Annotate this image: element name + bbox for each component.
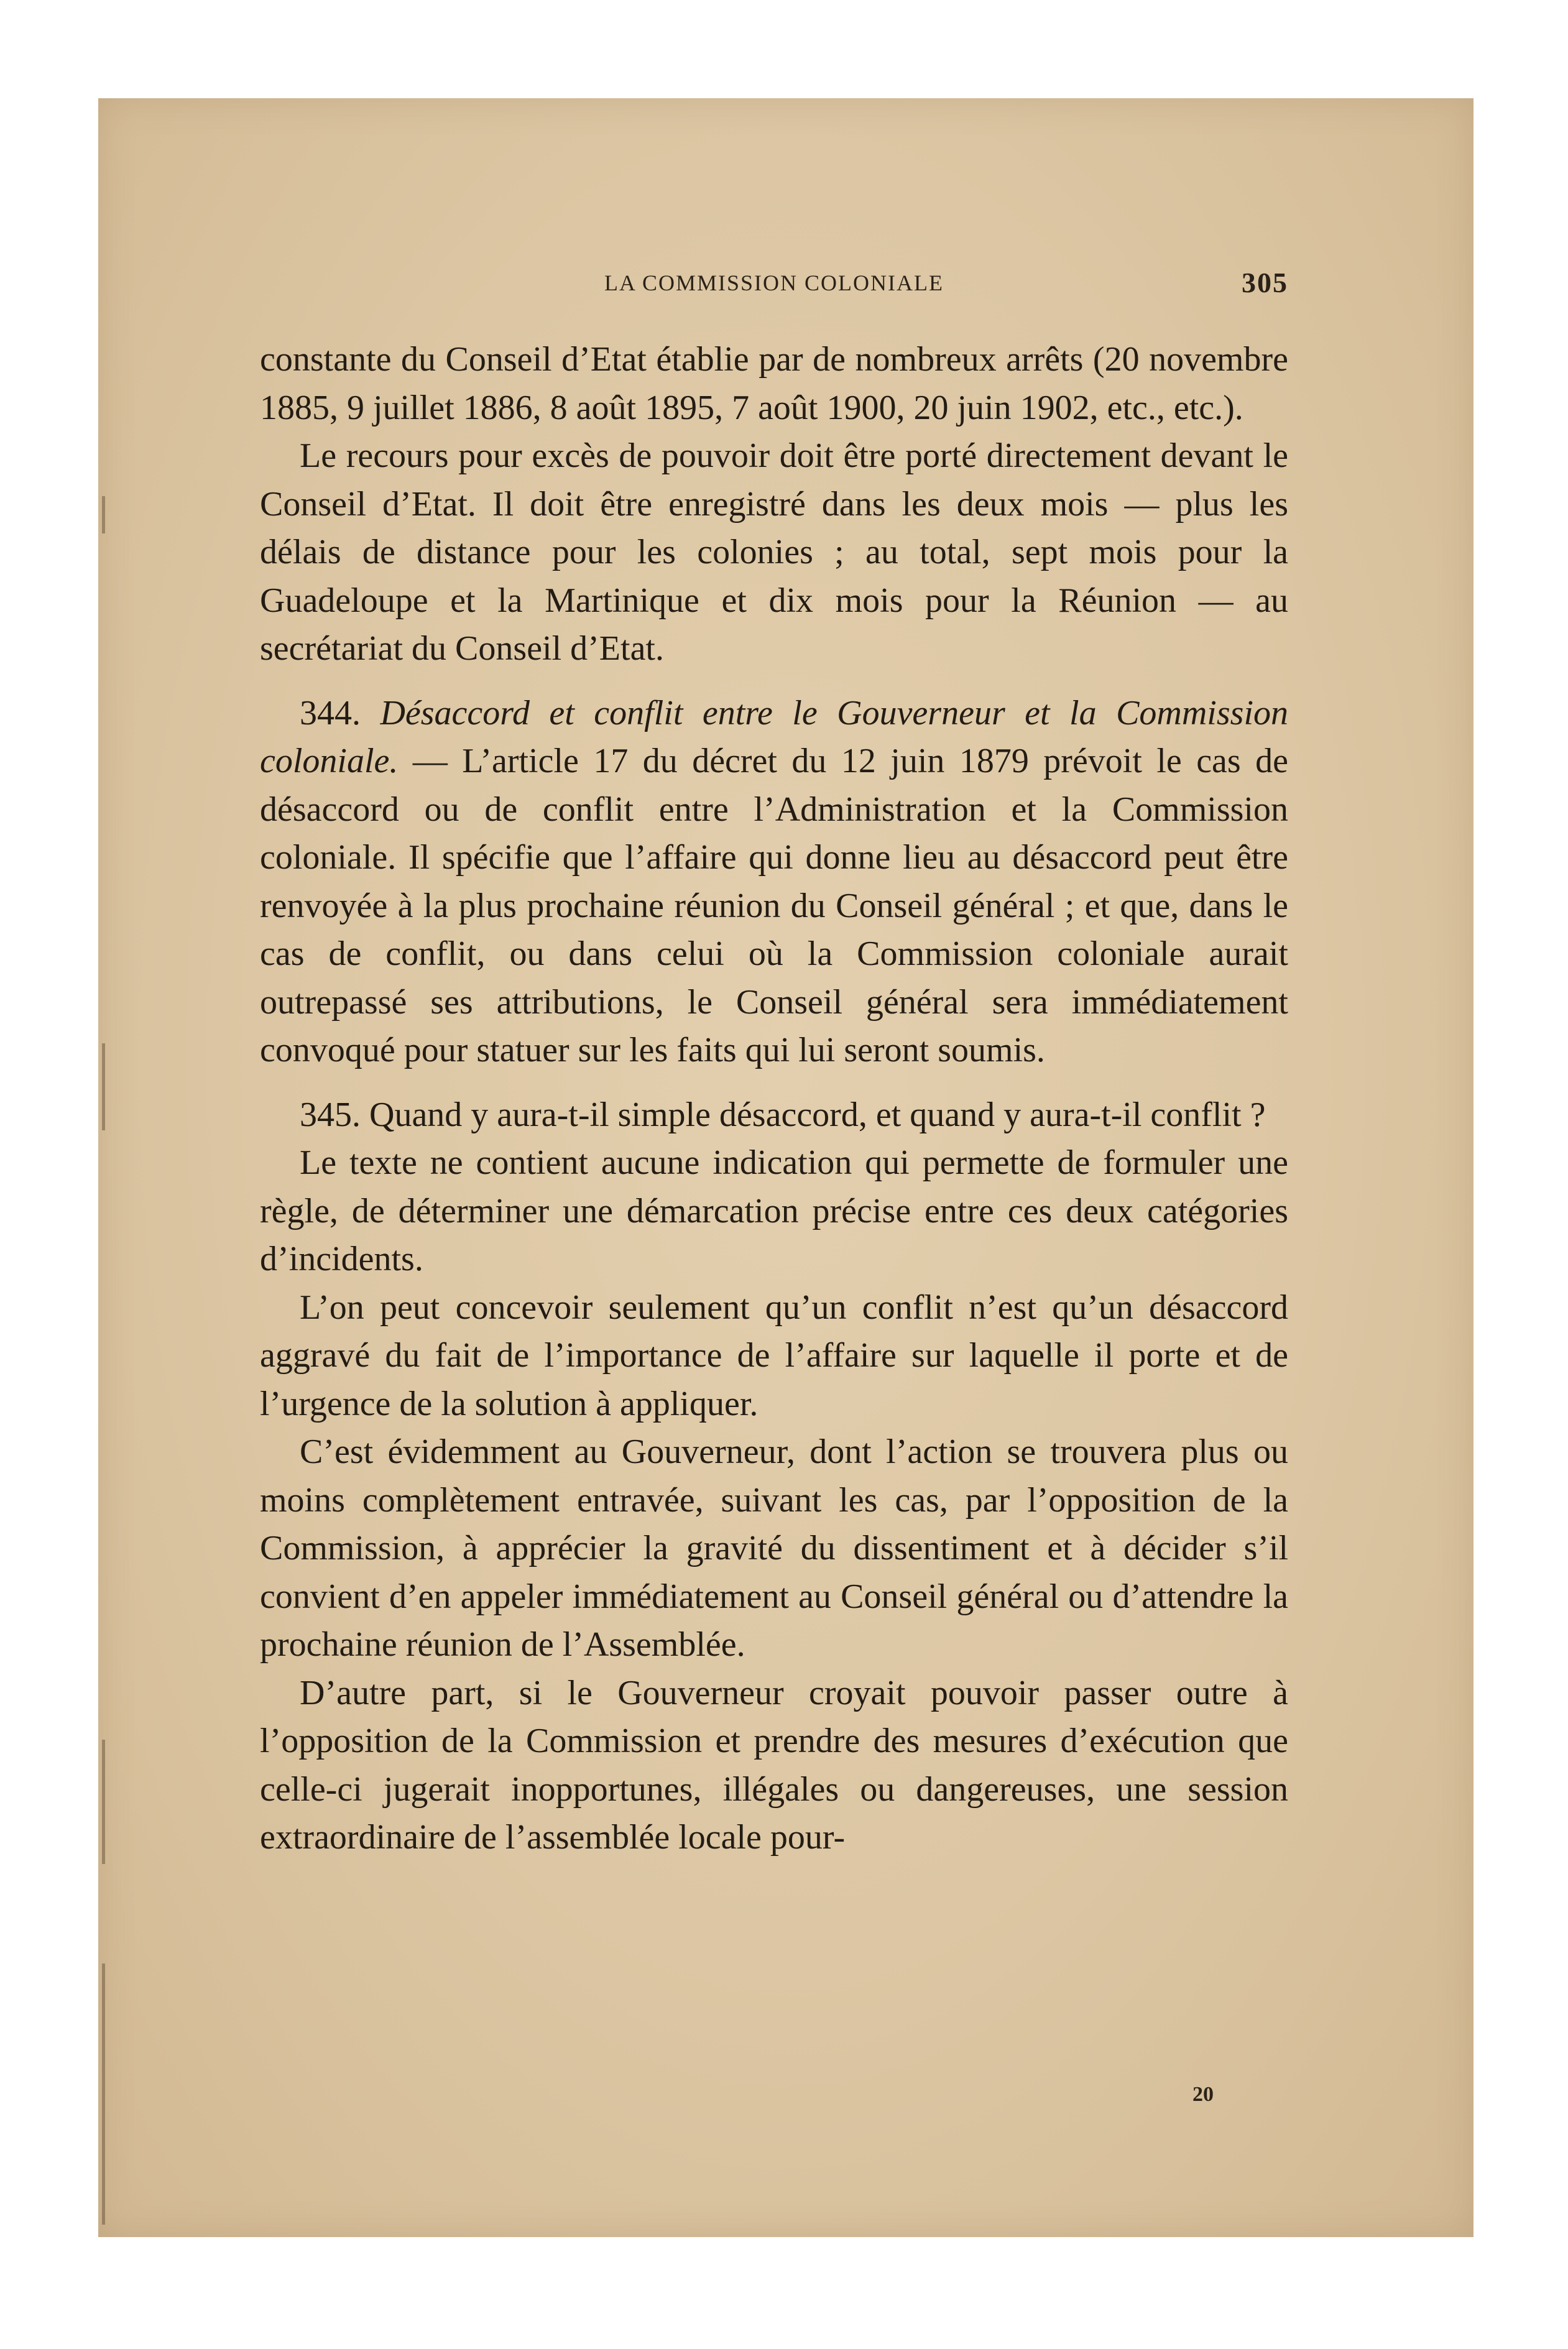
paragraph: C’est évidemment au Gouverneur, dont l’action se trouvera plus ou moins complètement entravée, suivant les cas, par l’opposition de la Commission, à apprécier la gravité du dissentiment et à décider s’il convient d’en appeler immédiatement au Conseil général ou d’attendre la prochaine réunion de l’Assemblée.: [260, 1433, 1288, 1664]
signature-mark: 20: [1192, 2083, 1214, 2106]
page-edge-mark: [102, 1964, 105, 2225]
section-344: [260, 690, 1288, 1075]
page-edge-mark: [102, 1740, 105, 1864]
paragraph: Le texte ne contient aucune indication qui permette de formuler une règle, de déterminer une démarcation précise entre ces deux catégories d’incidents.: [260, 1143, 1288, 1278]
page-edge-mark: [102, 1043, 105, 1130]
paragraph: constante du Conseil d’Etat établie par de nombreux arrêts (20 novembre 1885, 9 juillet 1886, 8 août 1895, 7 août 1900, 20 juin 1902, etc., etc.).: [260, 340, 1288, 427]
section-345: [260, 1091, 1288, 1140]
paragraph: Le recours pour excès de pouvoir doit être porté directement devant le Conseil d’Etat. Il doit être enregistré dans les deux mois — plus les délais de distance pour les colonies ; au total, sept mois pour la Guadeloupe et la Martinique et dix mois pour la Réunion — au secrétariat du Conseil d’Etat.: [260, 436, 1288, 668]
section-body: Quand y aura-t-il simple désaccord, et quand y aura-t-il conflit ?: [361, 1095, 1266, 1134]
section-heading: Désaccord et conflit entre le Gouverneur et la Commission coloniale.: [260, 693, 1288, 780]
paragraph: L’on peut concevoir seulement qu’un conflit n’est qu’un désaccord aggravé du fait de l’importance de l’affaire sur laquelle il porte et de l’urgence de la solution à appliquer.: [260, 1288, 1288, 1423]
running-header: [260, 266, 1288, 301]
section-body: — L’article 17 du décret du 12 juin 1879 prévoit le cas de désaccord ou de conflit entre l’Administration et la Commission coloniale. Il spécifie que l’affaire qui donne lieu au désaccord peut être renvoyée à la plus prochaine réunion du Conseil général ; et que, dans le cas de conflit, ou dans celui où la Commission coloniale aurait outrepassé ses attributions, le Conseil général sera immédiatement convoqué pour statuer sur les faits qui lui seront soumis.: [260, 742, 1288, 1069]
section-number: 345.: [300, 1095, 361, 1134]
running-title: LA COMMISSION COLONIALE: [604, 270, 944, 295]
body-text: [260, 336, 1288, 1862]
paragraph: D’autre part, si le Gouverneur croyait pouvoir passer outre à l’opposition de la Commission et prendre des mesures d’exécution que celle-ci jugerait inopportunes, illégales ou dangereuses, une session extraordinaire de l’assemblée locale pour-: [260, 1673, 1288, 1857]
page-number: 305: [1242, 267, 1288, 298]
section-number: 344.: [300, 693, 361, 732]
page-edge-mark: [102, 496, 105, 533]
